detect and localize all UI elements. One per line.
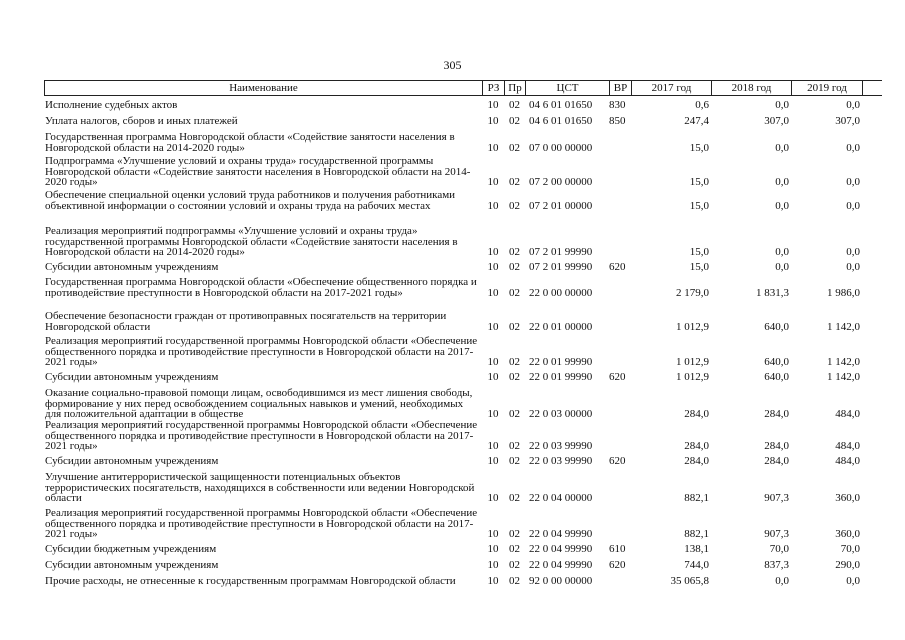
table-row bbox=[44, 576, 862, 587]
cell-2019: 0,0 bbox=[846, 176, 860, 188]
cell-pr: 02 bbox=[509, 356, 520, 368]
cell-pr: 02 bbox=[509, 261, 520, 273]
cell-pr: 02 bbox=[509, 408, 520, 420]
cell-cst: 04 6 01 01650 bbox=[529, 115, 593, 127]
cell-vr: 610 bbox=[609, 543, 626, 555]
cell-rz: 10 bbox=[487, 543, 499, 555]
cell-name: Субсидии автономным учреждениям bbox=[45, 262, 219, 273]
cell-2019: 0,0 bbox=[846, 246, 860, 258]
cell-name: Субсидии автономным учреждениям bbox=[45, 372, 219, 383]
header-pr: Пр bbox=[505, 81, 526, 95]
cell-cst: 22 0 04 99990 bbox=[529, 559, 593, 571]
cell-2019: 70,0 bbox=[840, 543, 860, 555]
cell-2017: 744,0 bbox=[684, 559, 709, 571]
cell-2019: 484,0 bbox=[835, 408, 860, 420]
cell-2019: 307,0 bbox=[835, 115, 860, 127]
cell-pr: 02 bbox=[509, 371, 520, 383]
cell-name: Государственная программа Новгородской области «Обеспечение общественного порядка и противодействие преступности в Новгородской области на 2017-2021 годы» bbox=[45, 277, 477, 298]
table-row bbox=[44, 156, 862, 188]
cell-pr: 02 bbox=[509, 99, 520, 111]
table-row bbox=[44, 132, 862, 153]
table-row bbox=[44, 372, 862, 383]
cell-pr: 02 bbox=[509, 141, 520, 154]
cell-cst: 07 2 01 00000 bbox=[529, 199, 593, 212]
cell-rz: 10 bbox=[487, 99, 499, 111]
header-2017: 2017 год bbox=[632, 81, 712, 95]
cell-name: Подпрограмма «Улучшение условий и охраны труда» государственной программы Новгородской области «Содействие занятости населения в Новгородской области на 2014-2020 годы» bbox=[45, 156, 471, 188]
cell-2018: 284,0 bbox=[764, 440, 789, 452]
cell-cst: 07 2 01 99990 bbox=[529, 246, 593, 258]
cell-vr: 850 bbox=[609, 115, 626, 127]
cell-pr: 02 bbox=[509, 492, 520, 504]
cell-rz: 10 bbox=[487, 176, 499, 188]
cell-2018: 284,0 bbox=[764, 408, 789, 420]
cell-rz: 10 bbox=[487, 455, 499, 467]
cell-cst: 04 6 01 01650 bbox=[529, 99, 593, 111]
cell-name: Уплата налогов, сборов и иных платежей bbox=[45, 116, 238, 127]
cell-rz: 10 bbox=[487, 356, 499, 368]
cell-2018: 0,0 bbox=[775, 141, 789, 154]
cell-rz: 10 bbox=[487, 408, 499, 420]
cell-vr: 620 bbox=[609, 559, 626, 571]
table-row bbox=[44, 277, 862, 298]
cell-name: Исполнение судебных актов bbox=[45, 100, 178, 111]
cell-2017: 1 012,9 bbox=[676, 371, 709, 383]
cell-2017: 247,4 bbox=[684, 115, 709, 127]
cell-rz: 10 bbox=[487, 492, 499, 504]
cell-2018: 284,0 bbox=[764, 455, 789, 467]
cell-2018: 0,0 bbox=[775, 176, 789, 188]
cell-cst: 22 0 03 99990 bbox=[529, 440, 593, 452]
cell-rz: 10 bbox=[487, 575, 499, 587]
cell-2018: 0,0 bbox=[775, 99, 789, 111]
cell-2018: 0,0 bbox=[775, 246, 789, 258]
cell-2019: 484,0 bbox=[835, 455, 860, 467]
table-row bbox=[44, 116, 862, 127]
cell-2017: 882,1 bbox=[684, 528, 709, 540]
cell-name: Субсидии автономным учреждениям bbox=[45, 456, 219, 467]
cell-2017: 1 012,9 bbox=[676, 320, 709, 333]
cell-2018: 307,0 bbox=[764, 115, 789, 127]
cell-pr: 02 bbox=[509, 528, 520, 540]
cell-cst: 22 0 01 99990 bbox=[529, 356, 593, 368]
header-rz: РЗ bbox=[483, 81, 505, 95]
cell-cst: 22 0 04 00000 bbox=[529, 492, 593, 504]
header-2019: 2019 год bbox=[792, 81, 863, 95]
cell-2018: 70,0 bbox=[769, 543, 789, 555]
cell-rz: 10 bbox=[487, 115, 499, 127]
header-vr: ВР bbox=[610, 81, 632, 95]
header-name: Наименование bbox=[45, 81, 483, 95]
cell-pr: 02 bbox=[509, 115, 520, 127]
cell-rz: 10 bbox=[487, 371, 499, 383]
table-row bbox=[44, 262, 862, 273]
cell-name: Обеспечение безопасности граждан от противоправных посягательств на территории Новгородской области bbox=[45, 311, 447, 332]
cell-2017: 284,0 bbox=[684, 408, 709, 420]
cell-2019: 0,0 bbox=[846, 575, 860, 587]
cell-2019: 1 142,0 bbox=[827, 356, 860, 368]
cell-2017: 284,0 bbox=[684, 440, 709, 452]
cell-2017: 1 012,9 bbox=[676, 356, 709, 368]
cell-rz: 10 bbox=[487, 246, 499, 258]
cell-rz: 10 bbox=[487, 286, 499, 299]
cell-2019: 484,0 bbox=[835, 440, 860, 452]
table-header bbox=[44, 80, 882, 96]
cell-2017: 2 179,0 bbox=[676, 286, 709, 299]
cell-2018: 907,3 bbox=[764, 492, 789, 504]
cell-2017: 15,0 bbox=[689, 141, 709, 154]
table-row bbox=[44, 472, 862, 504]
cell-name: Реализация мероприятий государственной программы Новгородской области «Обеспечение общественного порядка и противодействие преступности в Новгородской области на 2017-2021 годы» bbox=[45, 420, 478, 452]
cell-pr: 02 bbox=[509, 559, 520, 571]
cell-2018: 837,3 bbox=[764, 559, 789, 571]
cell-cst: 22 0 01 00000 bbox=[529, 320, 593, 333]
cell-name: Оказание социально-правовой помощи лицам, освободившимся из мест лишения свободы, формирование у них перед освобождением социальных навыков и умений, необходимых для положительной адаптации в обществе bbox=[45, 388, 473, 420]
header-2018: 2018 год bbox=[712, 81, 792, 95]
cell-cst: 22 0 04 99990 bbox=[529, 543, 593, 555]
table-row bbox=[44, 544, 862, 555]
cell-name: Обеспечение специальной оценки условий труда работников и получения работниками объективной информации о состоянии условий и охраны труда на рабочих местах bbox=[45, 190, 456, 211]
cell-2019: 360,0 bbox=[835, 492, 860, 504]
table-row bbox=[44, 336, 862, 368]
cell-vr: 620 bbox=[609, 371, 626, 383]
cell-pr: 02 bbox=[509, 199, 520, 212]
cell-cst: 07 2 00 00000 bbox=[529, 176, 593, 188]
cell-2019: 1 142,0 bbox=[827, 320, 860, 333]
cell-2018: 1 831,3 bbox=[756, 286, 789, 299]
cell-rz: 10 bbox=[487, 141, 499, 154]
cell-2017: 284,0 bbox=[684, 455, 709, 467]
table-row bbox=[44, 311, 862, 332]
cell-rz: 10 bbox=[487, 199, 499, 212]
cell-2018: 0,0 bbox=[775, 575, 789, 587]
cell-name: Улучшение антитеррористической защищенности потенциальных объектов террористических посягательств, находящихся в собственности или ведении Новгородской области bbox=[45, 472, 475, 504]
cell-2017: 35 065,8 bbox=[670, 575, 709, 587]
cell-cst: 22 0 04 99990 bbox=[529, 528, 593, 540]
table-row bbox=[44, 420, 862, 452]
cell-2017: 138,1 bbox=[684, 543, 709, 555]
cell-pr: 02 bbox=[509, 320, 520, 333]
header-cst: ЦСТ bbox=[526, 81, 610, 95]
cell-rz: 10 bbox=[487, 440, 499, 452]
cell-cst: 92 0 00 00000 bbox=[529, 575, 593, 587]
cell-2019: 360,0 bbox=[835, 528, 860, 540]
cell-name: Реализация мероприятий государственной программы Новгородской области «Обеспечение общественного порядка и противодействие преступности в Новгородской области на 2017-2021 годы» bbox=[45, 336, 478, 368]
cell-vr: 620 bbox=[609, 261, 626, 273]
cell-name: Субсидии бюджетным учреждениям bbox=[45, 544, 217, 555]
cell-cst: 22 0 00 00000 bbox=[529, 286, 593, 299]
cell-2017: 15,0 bbox=[689, 199, 709, 212]
cell-2019: 0,0 bbox=[846, 261, 860, 273]
cell-2018: 640,0 bbox=[764, 320, 789, 333]
cell-name: Прочие расходы, не отнесенные к государственным программам Новгородской области bbox=[45, 576, 456, 587]
cell-vr: 830 bbox=[609, 99, 626, 111]
cell-2018: 640,0 bbox=[764, 356, 789, 368]
cell-pr: 02 bbox=[509, 176, 520, 188]
cell-2017: 15,0 bbox=[689, 176, 709, 188]
cell-2019: 1 986,0 bbox=[827, 286, 860, 299]
cell-rz: 10 bbox=[487, 559, 499, 571]
page-number: 305 bbox=[443, 58, 462, 72]
cell-cst: 07 2 01 99990 bbox=[529, 261, 593, 273]
cell-2019: 0,0 bbox=[846, 199, 860, 212]
table-row bbox=[44, 388, 862, 420]
cell-cst: 22 0 03 99990 bbox=[529, 455, 593, 467]
table-row bbox=[44, 508, 862, 540]
cell-pr: 02 bbox=[509, 575, 520, 587]
cell-name: Государственная программа Новгородской области «Содействие занятости населения в Новгородской области на 2014-2020 годы» bbox=[45, 132, 455, 153]
cell-name: Субсидии автономным учреждениям bbox=[45, 560, 219, 571]
cell-2018: 0,0 bbox=[775, 261, 789, 273]
cell-2019: 1 142,0 bbox=[827, 371, 860, 383]
cell-2017: 15,0 bbox=[689, 246, 709, 258]
cell-pr: 02 bbox=[509, 440, 520, 452]
cell-pr: 02 bbox=[509, 246, 520, 258]
table-row bbox=[44, 456, 862, 467]
cell-2017: 15,0 bbox=[689, 261, 709, 273]
budget-table bbox=[44, 80, 882, 587]
cell-pr: 02 bbox=[509, 455, 520, 467]
cell-cst: 22 0 01 99990 bbox=[529, 371, 593, 383]
cell-vr: 620 bbox=[609, 455, 626, 467]
table-row bbox=[44, 226, 862, 258]
cell-name: Реализация мероприятий государственной программы Новгородской области «Обеспечение общественного порядка и противодействие преступности в Новгородской области на 2017-2021 годы» bbox=[45, 508, 478, 540]
cell-2018: 907,3 bbox=[764, 528, 789, 540]
cell-pr: 02 bbox=[509, 543, 520, 555]
cell-rz: 10 bbox=[487, 320, 499, 333]
cell-name: Реализация мероприятий подпрограммы «Улучшение условий и охраны труда» государственной программы Новгородской области «Содействие занятости населения в Новгородской области на 2014-2020 годы» bbox=[45, 226, 458, 258]
cell-rz: 10 bbox=[487, 528, 499, 540]
table-row bbox=[44, 190, 862, 211]
table-row bbox=[44, 560, 862, 571]
cell-2018: 0,0 bbox=[775, 199, 789, 212]
table-row bbox=[44, 100, 862, 111]
cell-rz: 10 bbox=[487, 261, 499, 273]
cell-2019: 290,0 bbox=[835, 559, 860, 571]
cell-pr: 02 bbox=[509, 286, 520, 299]
cell-2018: 640,0 bbox=[764, 371, 789, 383]
cell-cst: 07 0 00 00000 bbox=[529, 141, 593, 154]
cell-2017: 0,6 bbox=[695, 99, 709, 111]
cell-cst: 22 0 03 00000 bbox=[529, 408, 593, 420]
cell-2019: 0,0 bbox=[846, 99, 860, 111]
cell-2019: 0,0 bbox=[846, 141, 860, 154]
cell-2017: 882,1 bbox=[684, 492, 709, 504]
